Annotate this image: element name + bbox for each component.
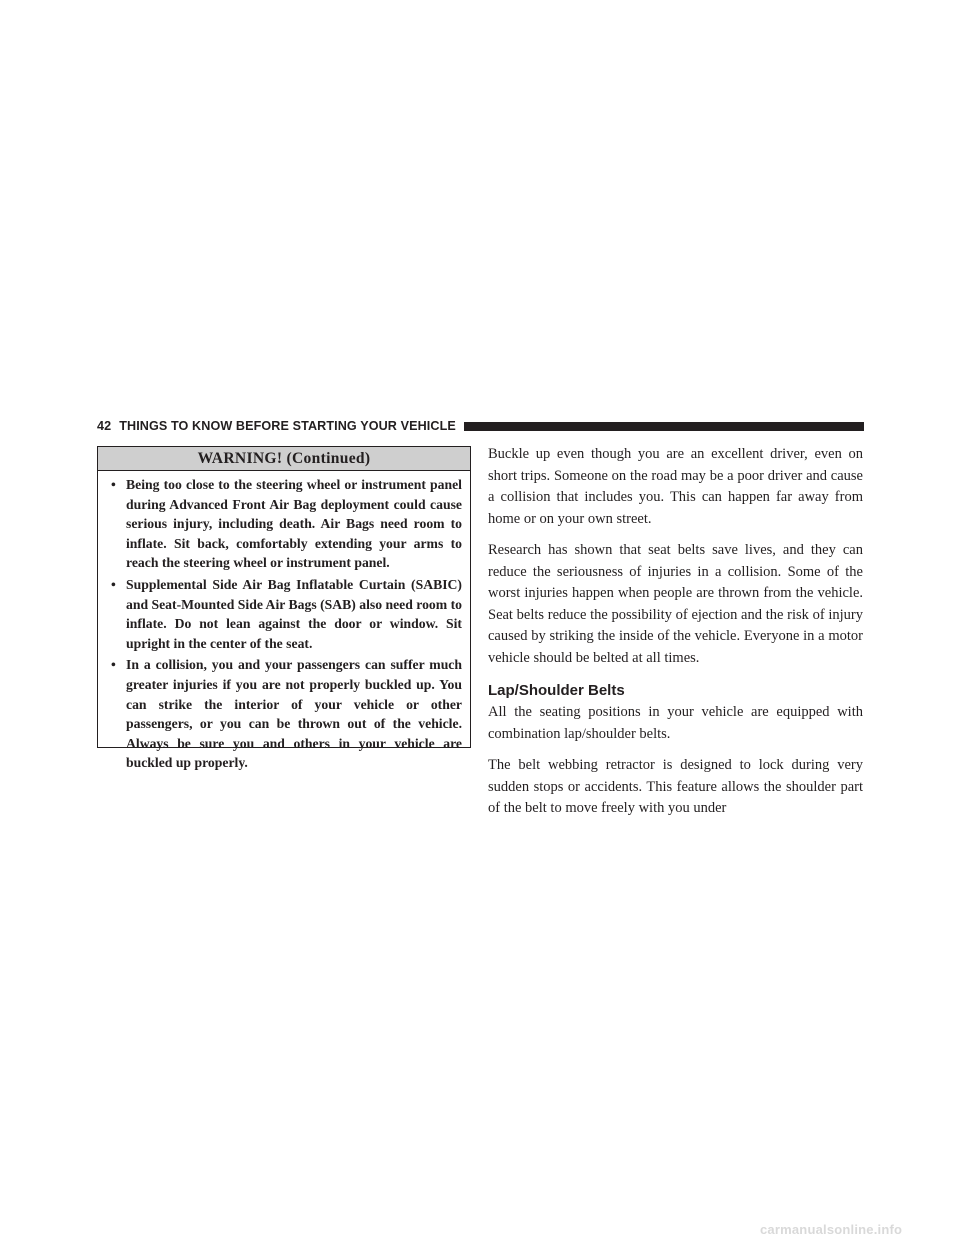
bullet-icon: • bbox=[111, 576, 116, 592]
warning-item-text: Being too close to the steering wheel or instrument panel during Advanced Front Air Bag deployment could cause serious injury, including death. Air Bags need room to inflate. Sit back, comfortably extending your arms to reach the steering wheel or instrument panel. bbox=[126, 477, 462, 571]
warning-item-text: In a collision, you and your passengers can suffer much greater injuries if you are not properly buckled up. You can strike the interior of your vehicle or other passengers, or you can be thrown out of the vehicle. Always be sure you and others in your vehicle are buckled up properly. bbox=[126, 657, 462, 771]
warning-item bbox=[111, 655, 462, 773]
body-paragraph: Research has shown that seat belts save lives, and they can reduce the seriousness of injuries in a collision. Some of the worst injuries happen when people are thrown from the vehicle. Seat belts reduce the possibility of ejection and the risk of injury caused by striking the inside of the vehicle. Everyone in a motor vehicle should be belted at all times. bbox=[488, 542, 863, 666]
header-rule bbox=[464, 422, 864, 431]
warning-title: WARNING! (Continued) bbox=[98, 447, 470, 471]
page-number: 42 bbox=[97, 419, 112, 433]
watermark-logo: carmanualsonline.info bbox=[760, 1222, 903, 1237]
warning-item-text: Supplemental Side Air Bag Inflatable Curtain (SABIC) and Seat-Mounted Side Air Bags (SAB) also need room to inflate. Do not lean against the door or window. Sit upright in the center of the seat. bbox=[126, 576, 463, 651]
bullet-icon: • bbox=[111, 657, 116, 673]
warning-box bbox=[97, 446, 471, 771]
section-title: THINGS TO KNOW BEFORE STARTING YOUR VEHICLE bbox=[119, 419, 456, 433]
body-paragraph: The belt webbing retractor is designed to lock during very sudden stops or accidents. This feature allows the shoulder part of the belt to move freely with you under bbox=[488, 757, 863, 816]
warning-list bbox=[98, 471, 470, 773]
page-header bbox=[97, 418, 864, 434]
body-paragraph: Buckle up even though you are an excellent driver, even on short trips. Someone on the road may be a poor driver and cause a collision that includes you. This can happen far away from home or on your own street. bbox=[488, 446, 863, 527]
bullet-icon: • bbox=[111, 477, 116, 492]
body-column bbox=[488, 444, 863, 830]
section-subheading: Lap/Shoulder Belts bbox=[488, 682, 625, 699]
warning-item bbox=[111, 475, 462, 573]
body-paragraph: All the seating positions in your vehicle are equipped with combination lap/shoulder belts. bbox=[488, 704, 863, 742]
warning-item bbox=[111, 575, 462, 653]
